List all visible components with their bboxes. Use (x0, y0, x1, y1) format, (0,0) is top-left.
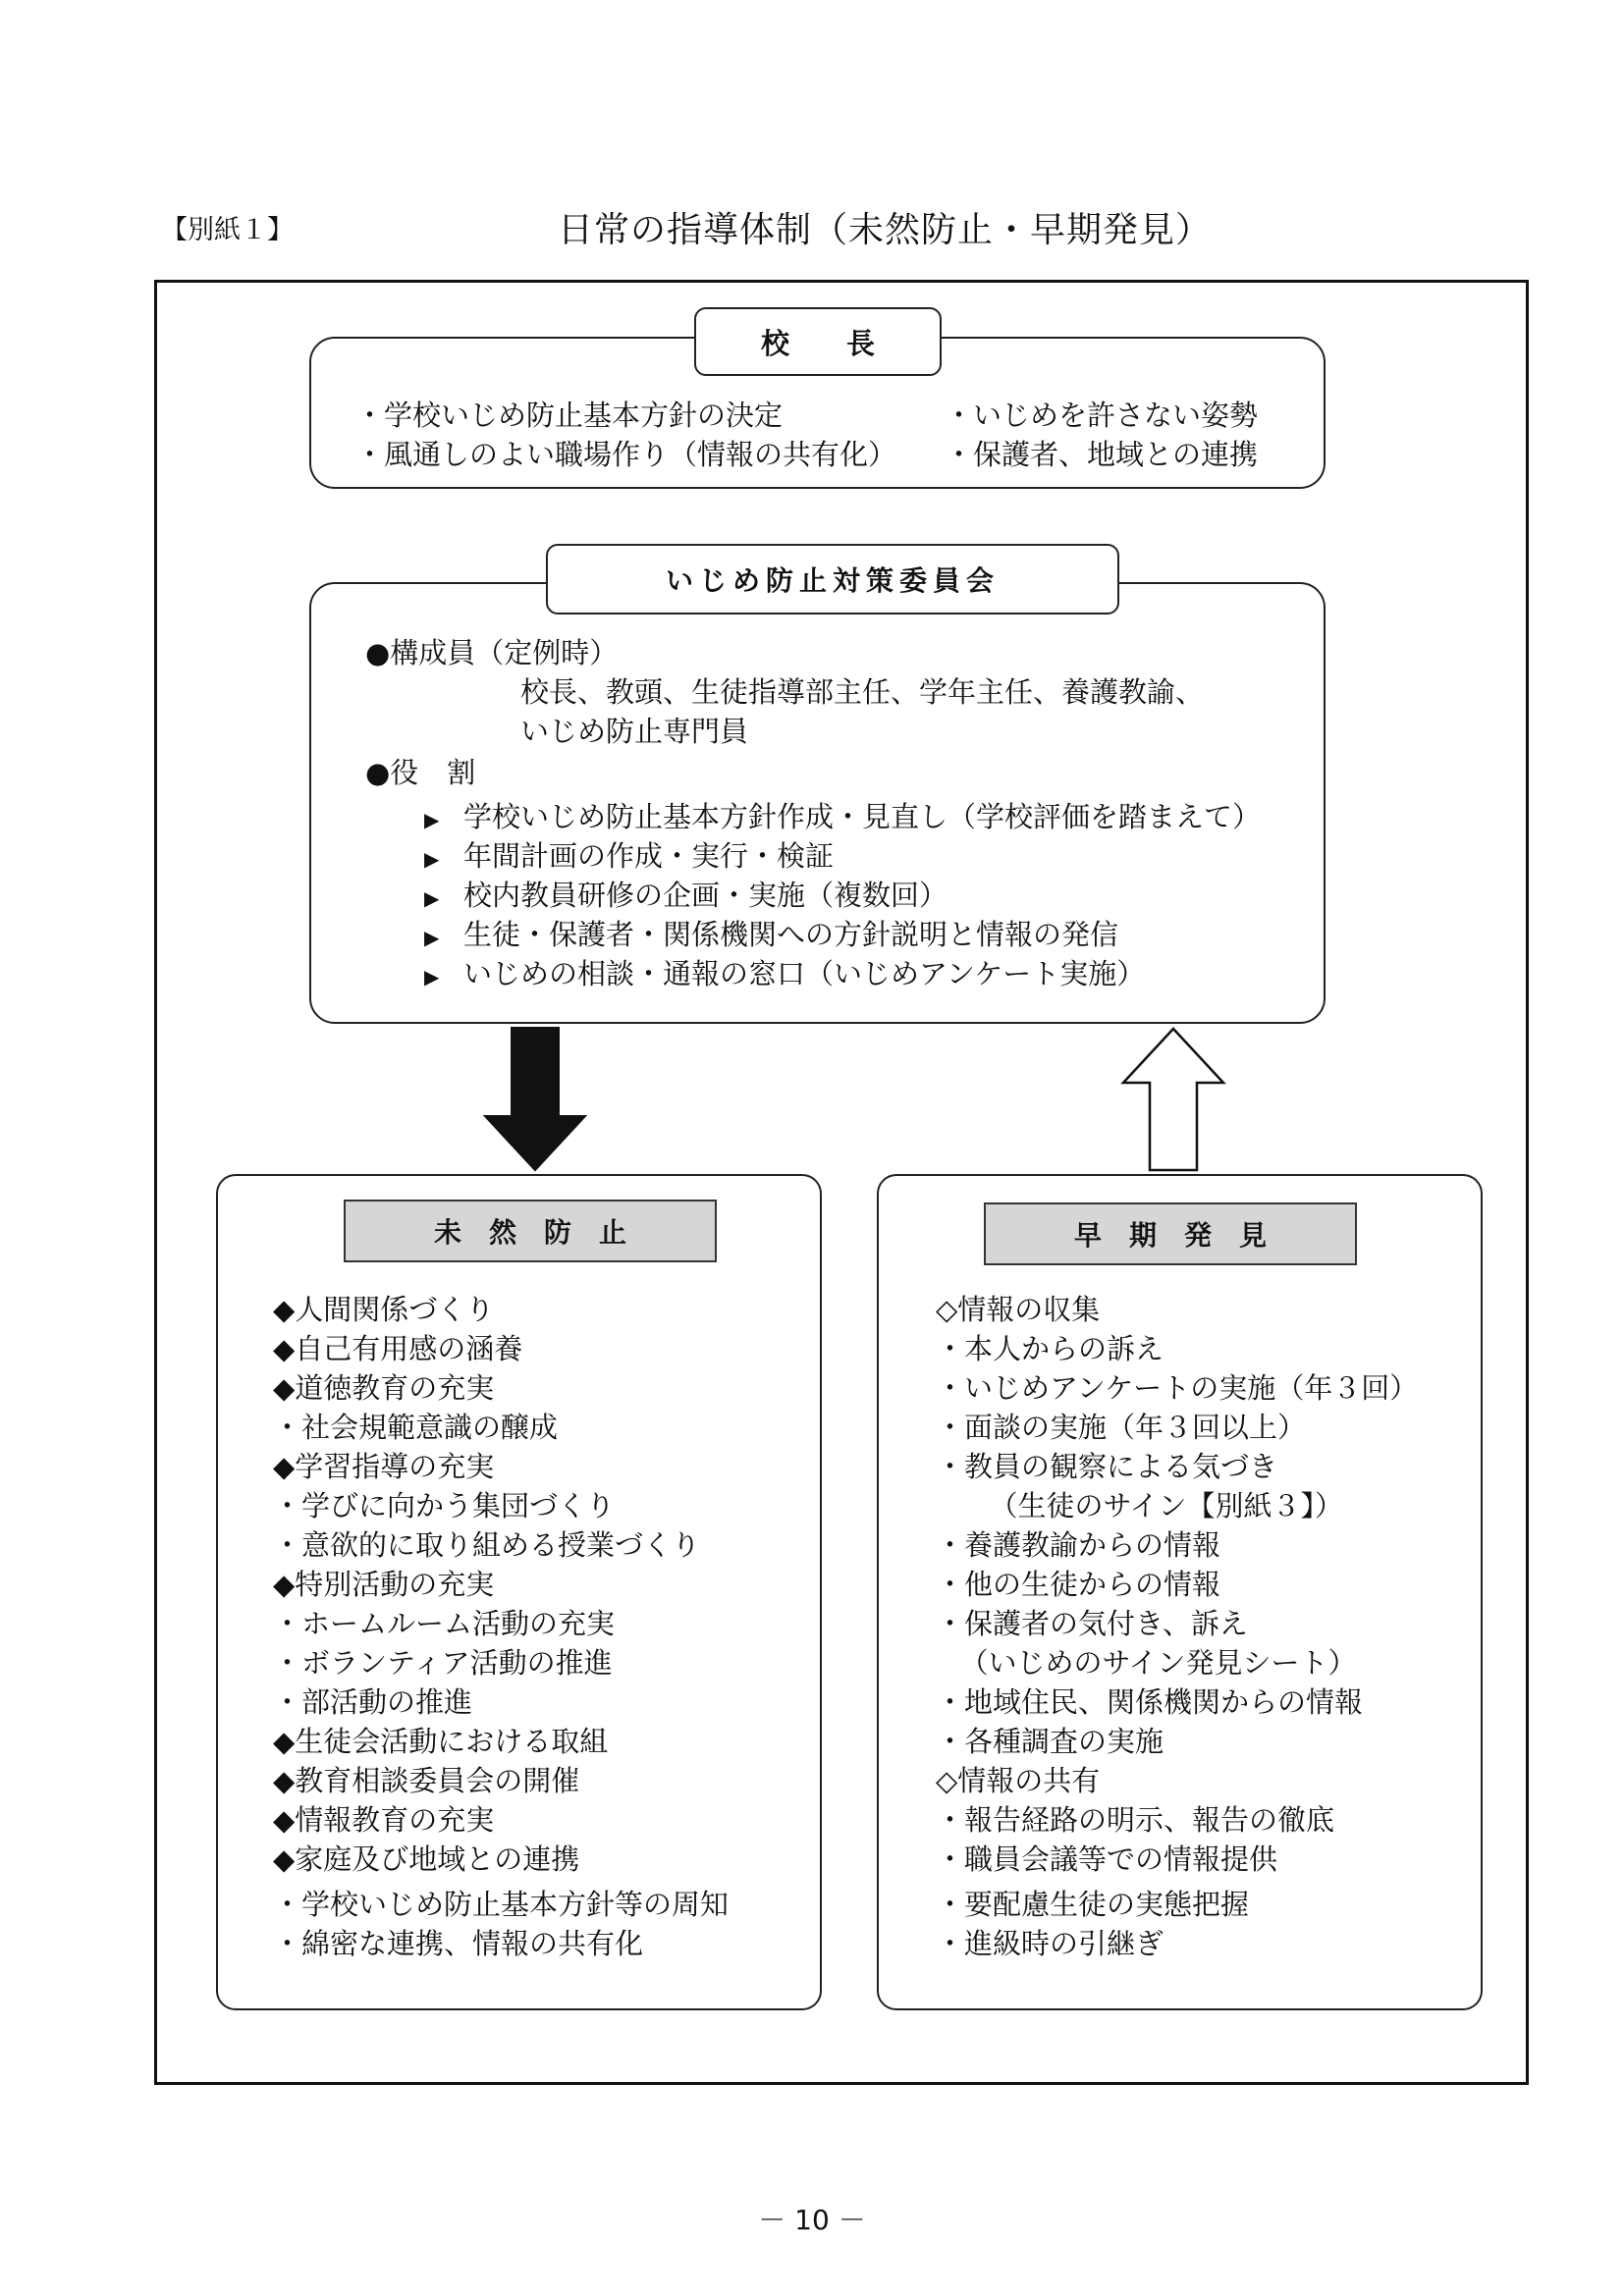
detection-item: ・養護教諭からの情報 (936, 1528, 1221, 1562)
prevention-item: ・ホームルーム活動の充実 (273, 1607, 616, 1640)
detection-item: ◇情報の共有 (936, 1764, 1101, 1797)
prevention-item: ・学校いじめ防止基本方針等の周知 (273, 1888, 730, 1921)
attachment-label: 【別紙１】 (161, 215, 294, 245)
triangle-bullet-icon: ▶ (424, 808, 440, 831)
members-line: いじめ防止専門員 (520, 715, 749, 748)
triangle-bullet-icon: ▶ (424, 965, 440, 988)
prevention-item: ◆教育相談委員会の開催 (273, 1764, 580, 1797)
prevention-item: ◆特別活動の充実 (273, 1568, 495, 1601)
role-item: ▶ 年間計画の作成・実行・検証 (424, 836, 1261, 876)
prevention-list (273, 1290, 729, 1963)
prevention-item: ◆自己有用感の涵養 (273, 1332, 523, 1365)
prevention-item: ◆生徒会活動における取組 (273, 1725, 609, 1758)
prevention-item: ◆学習指導の充実 (273, 1450, 495, 1483)
detection-item: ・本人からの訴え (936, 1332, 1164, 1365)
detection-item: ・他の生徒からの情報 (936, 1568, 1221, 1601)
detection-item: ・要配慮生徒の実態把握 (936, 1888, 1250, 1921)
role-item: ▶ 学校いじめ防止基本方針作成・見直し（学校評価を踏まえて） (424, 797, 1261, 836)
detection-item: ・教員の観察による気づき (936, 1450, 1278, 1483)
detection-item: ・地域住民、関係機関からの情報 (936, 1685, 1364, 1719)
principal-left-list (355, 396, 896, 474)
committee-tab: いじめ防止対策委員会 (546, 544, 1119, 614)
members-heading: ●構成員（定例時） (365, 636, 619, 669)
prevention-item: ◆道徳教育の充実 (273, 1371, 495, 1405)
principal-right-list (945, 396, 1258, 474)
triangle-bullet-icon: ▶ (424, 847, 440, 871)
roles-list (424, 797, 1261, 993)
prevention-item: ◆情報教育の充実 (273, 1803, 495, 1837)
principal-item: ・いじめを許さない姿勢 (945, 399, 1259, 432)
down-arrow-icon (481, 1026, 589, 1173)
principal-item: ・風通しのよい職場作り（情報の共有化） (355, 438, 897, 471)
members-list (520, 672, 1204, 751)
principal-item: ・学校いじめ防止基本方針の決定 (355, 399, 784, 432)
principal-tab: 校 長 (694, 307, 942, 376)
page-number: － 10 － (758, 2204, 866, 2236)
members-line: 校長、教頭、生徒指導部主任、学年主任、養護教諭、 (520, 675, 1205, 709)
role-item: ▶ 校内教員研修の企画・実施（複数回） (424, 876, 1261, 915)
up-arrow-icon (1119, 1026, 1227, 1173)
detection-item: （いじめのサイン発見シート） (946, 1646, 1357, 1680)
prevention-item: ・意欲的に取り組める授業づくり (273, 1528, 701, 1562)
triangle-bullet-icon: ▶ (424, 886, 440, 910)
role-item: ▶ 生徒・保護者・関係機関への方針説明と情報の発信 (424, 915, 1261, 954)
detection-item: （生徒のサイン【別紙３】） (975, 1489, 1343, 1522)
detection-item: ・保護者の気付き、訴え (936, 1607, 1248, 1640)
prevention-item: ・ボランティア活動の推進 (273, 1646, 613, 1680)
detection-item: ・職員会議等での情報提供 (936, 1842, 1278, 1876)
principal-item: ・保護者、地域との連携 (945, 438, 1259, 471)
prevention-tab: 未 然 防 止 (344, 1200, 717, 1262)
role-item: ▶ いじめの相談・通報の窓口（いじめアンケート実施） (424, 954, 1261, 993)
roles-heading: ●役 割 (365, 756, 476, 789)
detection-list (936, 1290, 1418, 1963)
detection-item: ・進級時の引継ぎ (936, 1927, 1164, 1960)
detection-item: ・各種調査の実施 (936, 1725, 1164, 1758)
page-title: 日常の指導体制（未然防止・早期発見） (558, 210, 1213, 250)
prevention-item: ・綿密な連携、情報の共有化 (273, 1927, 644, 1960)
prevention-item: ◆家庭及び地域との連携 (273, 1842, 580, 1876)
prevention-item: ◆人間関係づくり (273, 1293, 495, 1326)
detection-item: ◇情報の収集 (936, 1293, 1101, 1326)
triangle-bullet-icon: ▶ (424, 926, 440, 949)
prevention-item: ・部活動の推進 (273, 1685, 473, 1719)
prevention-item: ・学びに向かう集団づくり (273, 1489, 616, 1522)
detection-item: ・報告経路の明示、報告の徹底 (936, 1803, 1335, 1837)
detection-item: ・面談の実施（年３回以上） (936, 1411, 1307, 1444)
detection-tab: 早 期 発 見 (984, 1202, 1357, 1265)
prevention-item: ・社会規範意識の醸成 (273, 1411, 559, 1444)
detection-item: ・いじめアンケートの実施（年３回） (936, 1371, 1419, 1405)
